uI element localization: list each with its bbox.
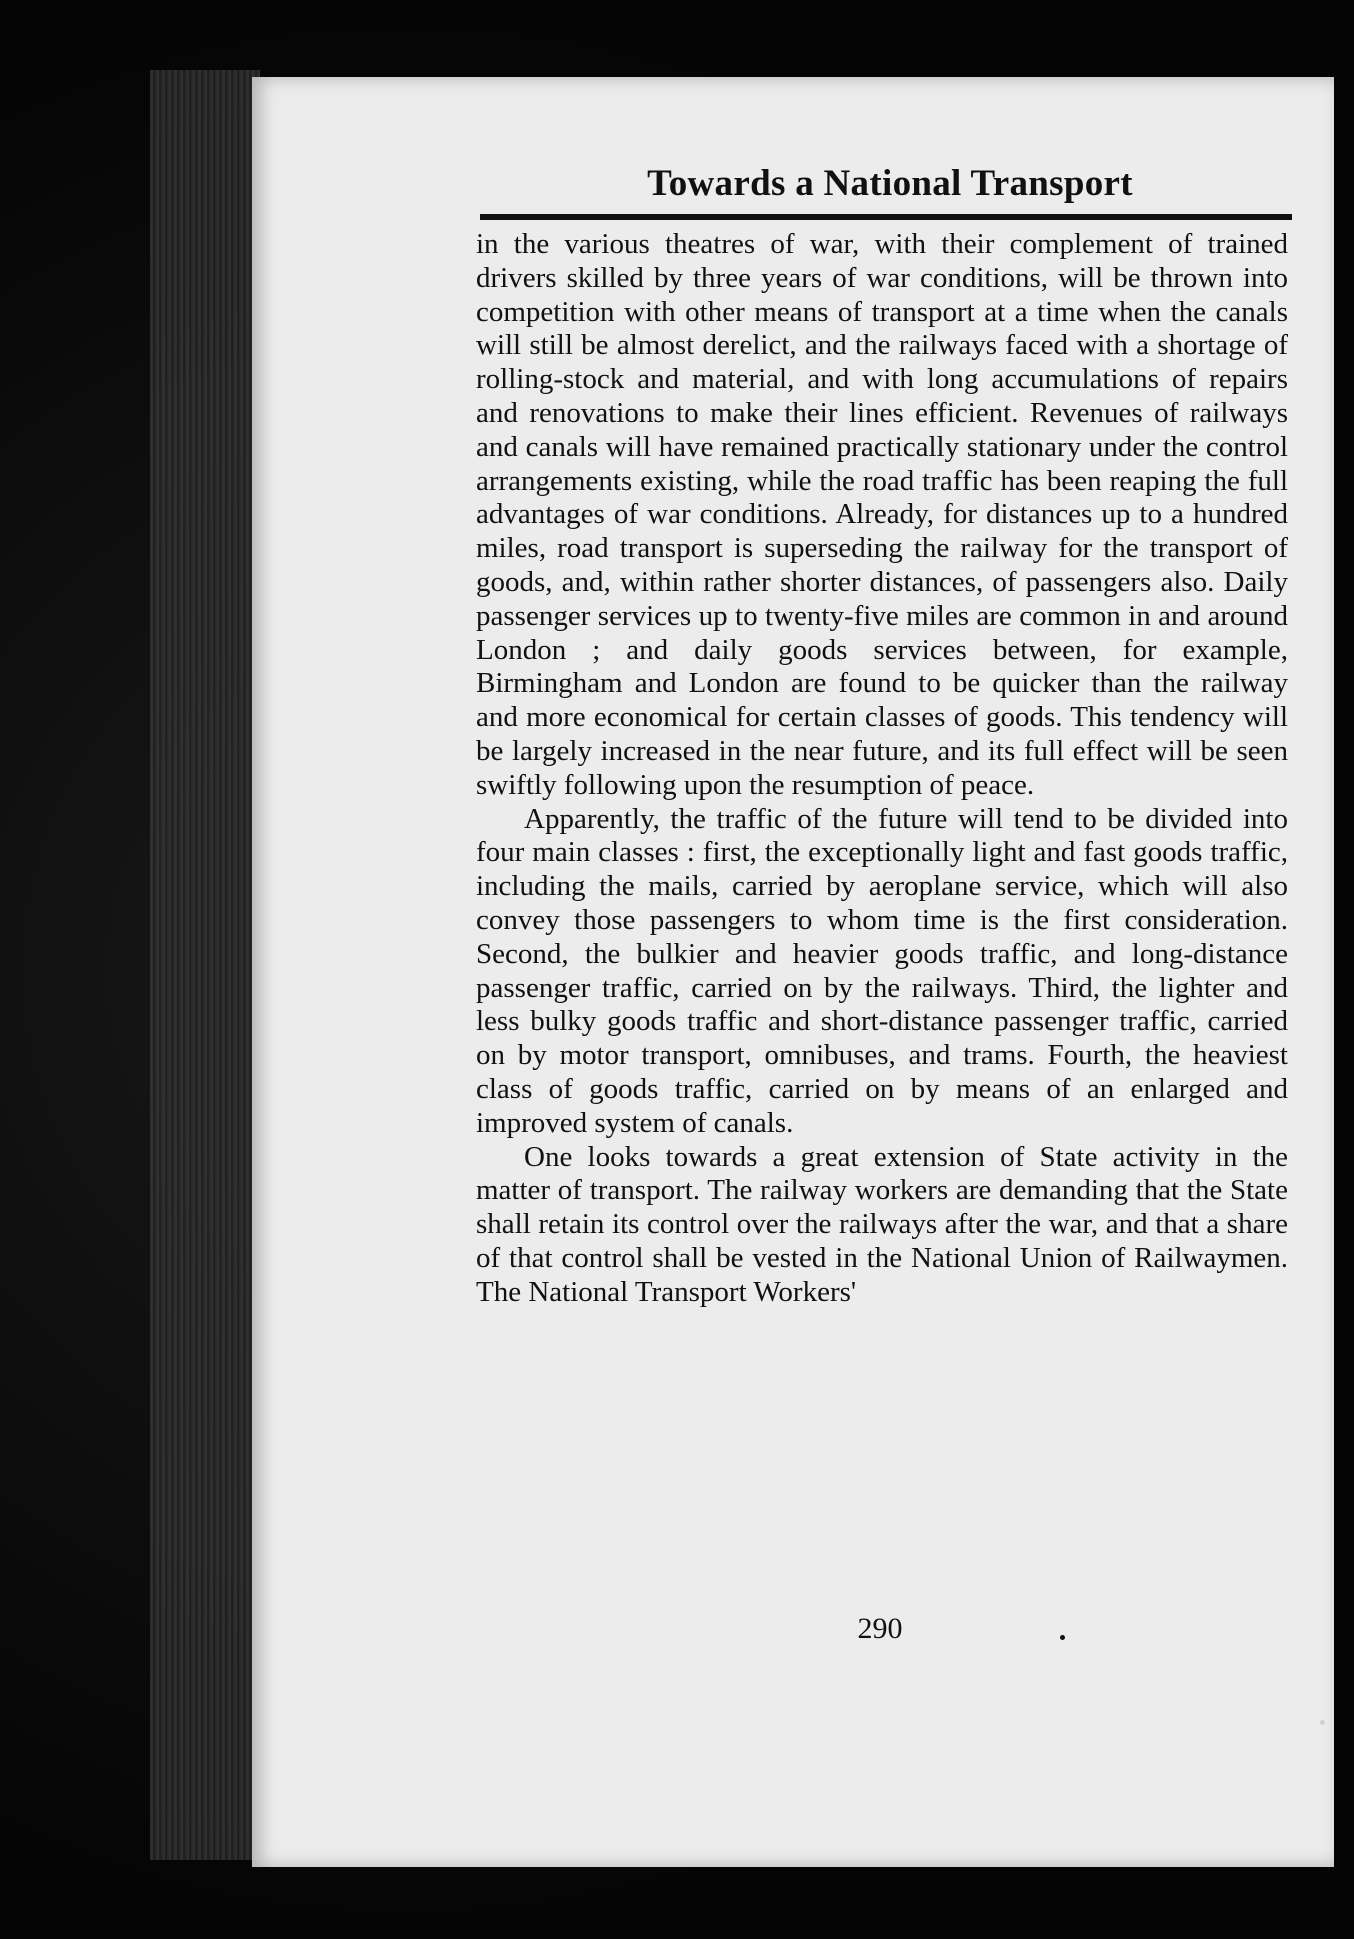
body-text <box>476 228 1288 1310</box>
paragraph: One looks towards a great extension of State activity in the matter of transport. The railway workers are demanding that the State shall retain its control over the railways after the war, and that a share of that control shall be vested in the National Union of Railwaymen. The National Transport Workers' <box>476 1140 1288 1308</box>
scan-speck <box>1060 1635 1065 1640</box>
running-head: Towards a National Transport <box>647 163 1133 204</box>
header-rule <box>480 214 1292 220</box>
page-number: 290 <box>857 1612 903 1645</box>
paragraph: Apparently, the traffic of the future will tend to be divided into four main classes : first, the exceptionally light and fast goods traffic, including the mails, carried by aeroplane service, which will also convey those passengers to whom time is the first consideration. Second, the bulkier and heavier goods traffic, and long-distance passenger traffic, carried on by the railways. Third, the lighter and less bulky goods traffic and short-distance passenger traffic, carried on by motor transport, omnibuses, and trams. Fourth, the heaviest class of goods traffic, carried on by means of an enlarged and improved system of canals. <box>476 802 1288 1139</box>
paragraph: in the various theatres of war, with their complement of trained drivers skilled by three years of war conditions, will be thrown into competition with other means of transport at a time when the canals will still be almost derelict, and the railways faced with a shortage of rolling-stock and material, and with long accumulations of repairs and renovations to make their lines efficient. Revenues of railways and canals will have remained practically stationary under the control arrangements existing, while the road traffic has been reaping the full advantages of war conditions. Already, for distances up to a hundred miles, road transport is superseding the railway for the transport of goods, and, within rather shorter distances, of passengers also. Daily passenger services up to twenty-five miles are common in and around London ; and daily goods services between, for example, Birmingham and London are found to be quicker than the railway and more economical for certain classes of goods. This tendency will be largely increased in the near future, and its full effect will be seen swiftly following upon the resumption of peace. <box>476 228 1288 801</box>
book-spine <box>150 70 260 1860</box>
scan-speck <box>1320 1720 1325 1725</box>
